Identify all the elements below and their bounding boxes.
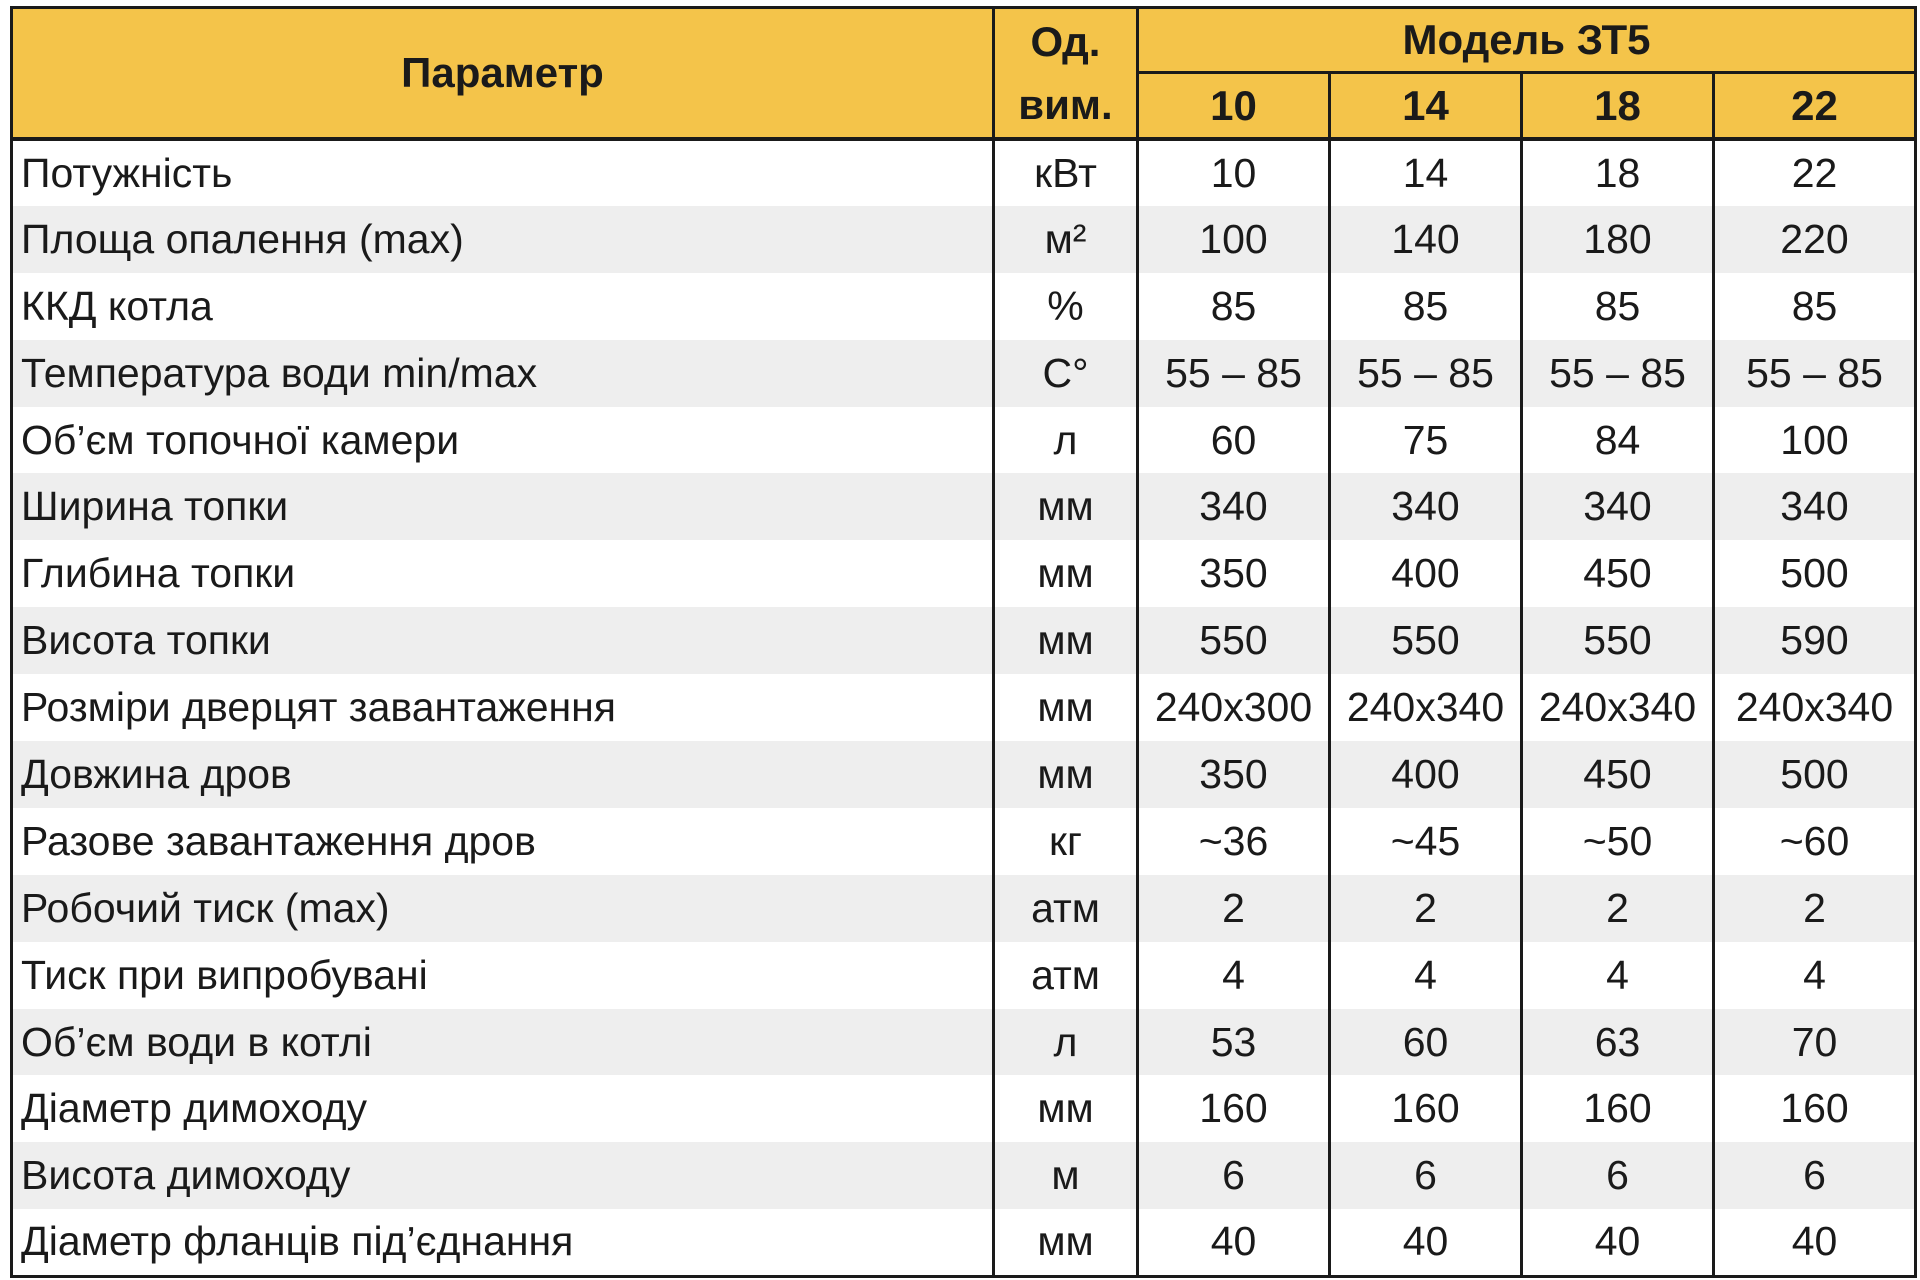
unit-header-line2: вим. (1018, 81, 1113, 128)
unit-cell: мм (994, 674, 1138, 741)
parameter-cell: Об’єм води в котлі (12, 1009, 994, 1076)
model-header: 14 (1330, 73, 1522, 140)
parameter-cell: Висота топки (12, 607, 994, 674)
table-row (12, 741, 1916, 808)
table-row (12, 407, 1916, 474)
value-cell: 240x340 (1714, 674, 1916, 741)
value-cell: 85 (1138, 273, 1330, 340)
model-header: 22 (1714, 73, 1916, 140)
value-cell: 160 (1714, 1075, 1916, 1142)
parameter-cell: Разове завантаження дров (12, 808, 994, 875)
value-cell: 160 (1138, 1075, 1330, 1142)
value-cell: 55 – 85 (1714, 340, 1916, 407)
value-cell: 340 (1714, 473, 1916, 540)
unit-header (994, 8, 1138, 140)
value-cell: 590 (1714, 607, 1916, 674)
value-cell: 550 (1138, 607, 1330, 674)
table-body (12, 139, 1916, 1276)
value-cell: 40 (1138, 1209, 1330, 1276)
table-row (12, 674, 1916, 741)
table-row (12, 1209, 1916, 1276)
value-cell: 6 (1138, 1142, 1330, 1209)
value-cell: 100 (1714, 407, 1916, 474)
value-cell: 240x300 (1138, 674, 1330, 741)
value-cell: 40 (1714, 1209, 1916, 1276)
table-row (12, 473, 1916, 540)
value-cell: 450 (1522, 741, 1714, 808)
unit-cell: С° (994, 340, 1138, 407)
value-cell: 10 (1138, 139, 1330, 206)
parameter-cell: Об’єм топочної камери (12, 407, 994, 474)
value-cell: 55 – 85 (1522, 340, 1714, 407)
table-row (12, 273, 1916, 340)
value-cell: 160 (1522, 1075, 1714, 1142)
table-row (12, 607, 1916, 674)
value-cell: 340 (1138, 473, 1330, 540)
value-cell: 350 (1138, 741, 1330, 808)
parameter-cell: Ширина топки (12, 473, 994, 540)
value-cell: 180 (1522, 206, 1714, 273)
table-row (12, 1142, 1916, 1209)
unit-cell: мм (994, 1209, 1138, 1276)
value-cell: 350 (1138, 540, 1330, 607)
parameter-cell: Висота димоходу (12, 1142, 994, 1209)
model-header: 10 (1138, 73, 1330, 140)
value-cell: 55 – 85 (1138, 340, 1330, 407)
value-cell: 220 (1714, 206, 1916, 273)
model-header: 18 (1522, 73, 1714, 140)
table-row (12, 540, 1916, 607)
value-cell: 6 (1522, 1142, 1714, 1209)
value-cell: 2 (1138, 875, 1330, 942)
unit-cell: атм (994, 942, 1138, 1009)
value-cell: ~45 (1330, 808, 1522, 875)
value-cell: 550 (1522, 607, 1714, 674)
value-cell: 4 (1138, 942, 1330, 1009)
unit-cell: кг (994, 808, 1138, 875)
unit-cell: мм (994, 473, 1138, 540)
value-cell: 6 (1330, 1142, 1522, 1209)
value-cell: 400 (1330, 741, 1522, 808)
unit-cell: м² (994, 206, 1138, 273)
value-cell: 40 (1522, 1209, 1714, 1276)
unit-cell: мм (994, 540, 1138, 607)
value-cell: 340 (1330, 473, 1522, 540)
unit-cell: мм (994, 741, 1138, 808)
parameter-cell: Розміри дверцят завантаження (12, 674, 994, 741)
value-cell: 340 (1522, 473, 1714, 540)
table-row (12, 1075, 1916, 1142)
unit-cell: м (994, 1142, 1138, 1209)
value-cell: ~36 (1138, 808, 1330, 875)
parameter-cell: Глибина топки (12, 540, 994, 607)
value-cell: 6 (1714, 1142, 1916, 1209)
table-row (12, 942, 1916, 1009)
value-cell: 240x340 (1330, 674, 1522, 741)
value-cell: 4 (1330, 942, 1522, 1009)
table-row (12, 340, 1916, 407)
model-group-header: Модель ЗТ5 (1138, 8, 1916, 73)
value-cell: 14 (1330, 139, 1522, 206)
value-cell: 4 (1714, 942, 1916, 1009)
value-cell: 160 (1330, 1075, 1522, 1142)
value-cell: 400 (1330, 540, 1522, 607)
value-cell: 100 (1138, 206, 1330, 273)
unit-cell: л (994, 1009, 1138, 1076)
value-cell: 4 (1522, 942, 1714, 1009)
value-cell: 550 (1330, 607, 1522, 674)
unit-cell: кВт (994, 139, 1138, 206)
value-cell: ~50 (1522, 808, 1714, 875)
unit-cell: мм (994, 607, 1138, 674)
value-cell: 40 (1330, 1209, 1522, 1276)
value-cell: 85 (1714, 273, 1916, 340)
value-cell: 63 (1522, 1009, 1714, 1076)
value-cell: 84 (1522, 407, 1714, 474)
parameter-cell: Площа опалення (max) (12, 206, 994, 273)
value-cell: 18 (1522, 139, 1714, 206)
value-cell: 53 (1138, 1009, 1330, 1076)
specifications-table (10, 6, 1917, 1278)
parameter-cell: Довжина дров (12, 741, 994, 808)
table-row (12, 206, 1916, 273)
value-cell: 22 (1714, 139, 1916, 206)
unit-cell: мм (994, 1075, 1138, 1142)
parameter-cell: Температура води min/max (12, 340, 994, 407)
table-row (12, 139, 1916, 206)
value-cell: 55 – 85 (1330, 340, 1522, 407)
parameter-header: Параметр (12, 8, 994, 140)
value-cell: 85 (1330, 273, 1522, 340)
value-cell: ~60 (1714, 808, 1916, 875)
value-cell: 2 (1522, 875, 1714, 942)
parameter-cell: Потужність (12, 139, 994, 206)
value-cell: 70 (1714, 1009, 1916, 1076)
table-row (12, 1009, 1916, 1076)
unit-cell: л (994, 407, 1138, 474)
unit-cell: % (994, 273, 1138, 340)
value-cell: 2 (1330, 875, 1522, 942)
parameter-cell: ККД котла (12, 273, 994, 340)
table-row (12, 875, 1916, 942)
value-cell: 240x340 (1522, 674, 1714, 741)
value-cell: 60 (1138, 407, 1330, 474)
unit-header-line1: Од. (1030, 18, 1101, 65)
value-cell: 450 (1522, 540, 1714, 607)
value-cell: 60 (1330, 1009, 1522, 1076)
value-cell: 75 (1330, 407, 1522, 474)
parameter-cell: Діаметр димоходу (12, 1075, 994, 1142)
value-cell: 500 (1714, 741, 1916, 808)
value-cell: 500 (1714, 540, 1916, 607)
unit-cell: атм (994, 875, 1138, 942)
value-cell: 85 (1522, 273, 1714, 340)
value-cell: 140 (1330, 206, 1522, 273)
table-row (12, 808, 1916, 875)
header-row (12, 8, 1916, 73)
parameter-cell: Робочий тиск (max) (12, 875, 994, 942)
parameter-cell: Діаметр фланців під’єднання (12, 1209, 994, 1276)
value-cell: 2 (1714, 875, 1916, 942)
parameter-cell: Тиск при випробувані (12, 942, 994, 1009)
